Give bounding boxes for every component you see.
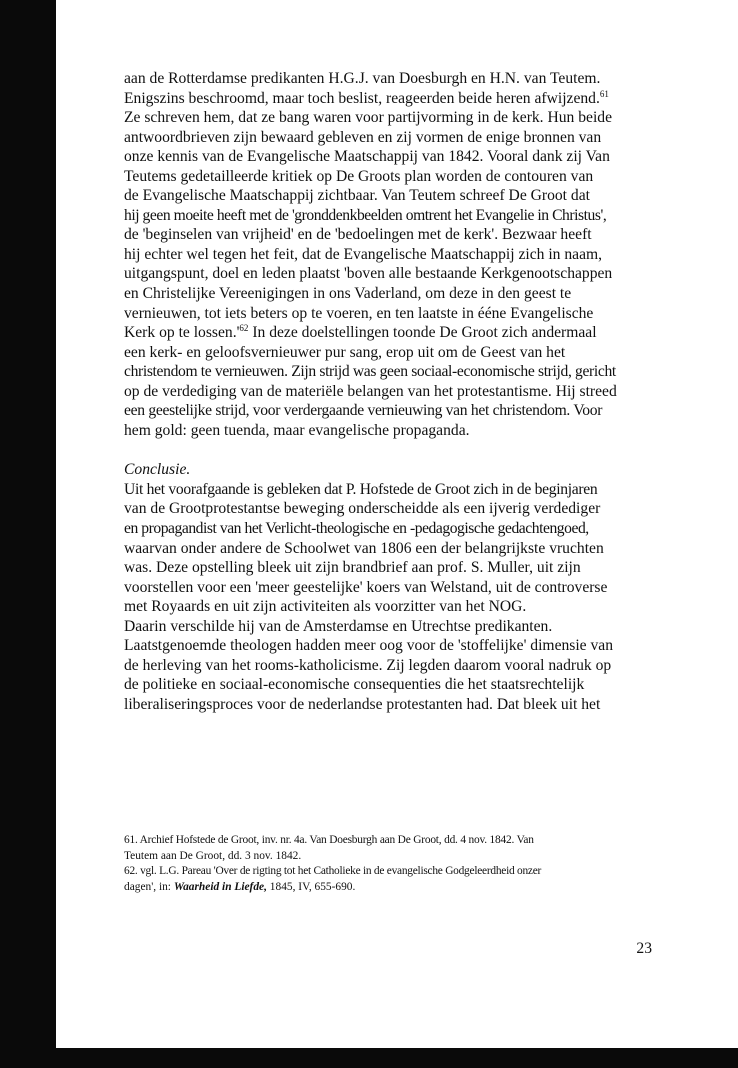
text-line: en propagandist van het Verlicht-theologische en -pedagogische gedachtengoed, [124, 520, 589, 538]
footnote-ref-62[interactable]: 62 [239, 322, 249, 333]
text-line: Teutems gedetailleerde kritiek op De Groots plan worden de contouren van [124, 167, 594, 185]
journal-title: Waarheid in Liefde, [173, 880, 267, 893]
text-line: vernieuwen, tot iets beters op te voeren, en ten laatste in ééne Evangelische [124, 304, 594, 322]
text-line: een kerk- en geloofsvernieuwer pur sang, erop uit om de Geest van het [124, 343, 566, 361]
text-line [124, 89, 648, 109]
text-line-content: Enigszins beschroomd, maar toch beslist, reageerden beide heren afwijzend. [124, 89, 600, 107]
text-line: onze kennis van de Evangelische Maatschappij van 1842. Vooral dank zij Van [124, 148, 610, 166]
footnotes [124, 833, 648, 895]
paragraph-1 [124, 69, 648, 440]
text-line: Ze schreven hem, dat ze bang waren voor partijvorming in de kerk. Hun beide [124, 109, 612, 127]
footnote-62-line [124, 880, 648, 896]
scan-bottom-border [0, 1048, 738, 1068]
text-line: aan de Rotterdamse predikanten H.G.J. van Doesburgh en H.N. van Teutem. [124, 70, 601, 87]
text-line: hem gold: geen tuenda, maar evangelische propaganda. [124, 421, 470, 439]
text-line: was. Deze opstelling bleek uit zijn brandbrief aan prof. S. Muller, uit zijn [124, 559, 581, 577]
section-heading-conclusie: Conclusie. [124, 461, 191, 479]
text-line: Daarin verschilde hij van de Amsterdamse en Utrechtse predikanten. [124, 617, 553, 635]
main-text-block [124, 69, 648, 715]
footnote-61-line: Teutem aan De Groot, dd. 3 nov. 1842. [124, 849, 302, 862]
footnote-62-line: 62. vgl. L.G. Pareau 'Over de rigting tot het Catholieke in de evangelische Godgeleerdheid onzer [124, 865, 542, 877]
text-line: hij echter wel tegen het feit, dat de Evangelische Maatschappij zich in naam, [124, 245, 603, 263]
page-number: 23 [636, 940, 652, 957]
text-line: liberaliseringsproces voor de nederlandse protestanten had. Dat bleek uit het [124, 695, 601, 713]
footnote-ref-61[interactable]: 61 [599, 88, 609, 99]
text-line: de herleving van het rooms-katholicisme. Zij legden daarom vooral nadruk op [124, 656, 612, 674]
text-line: van de Grootprotestantse beweging onderscheidde als een ijverig verdediger [124, 500, 601, 518]
text-line: met Royaards en uit zijn activiteiten als voorzitter van het NOG. [124, 598, 527, 616]
text-line: christendom te vernieuwen. Zijn strijd was geen sociaal-economische strijd, gericht [124, 363, 616, 381]
text-line: uitgangspunt, doel en leden plaatst 'boven alle bestaande Kerkgenootschappen [124, 265, 613, 283]
text-line: waarvan onder andere de Schoolwet van 1806 een der belangrijkste vruchten [124, 539, 604, 557]
text-line: een geestelijke strijd, voor verdergaande vernieuwing van het christendom. Voor [124, 402, 603, 420]
text-line: de 'beginselen van vrijheid' en de 'bedoelingen met de kerk'. Bezwaar heeft [124, 226, 592, 244]
text-line: de Evangelische Maatschappij zichtbaar. Van Teutem schreef De Groot dat [124, 187, 590, 205]
footnote-text: 1845, IV, 655-690. [266, 880, 356, 893]
text-line [124, 323, 648, 343]
text-line-content: In deze doelstellingen toonde De Groot zich andermaal [248, 324, 597, 342]
text-line: voorstellen voor een 'meer geestelijke' koers van Welstand, uit de controverse [124, 578, 608, 596]
text-line: Laatstgenoemde theologen hadden meer oog voor de 'stoffelijke' dimensie van [124, 637, 614, 655]
text-line-content: Kerk op te lossen.' [124, 324, 240, 342]
text-line: Uit het voorafgaande is gebleken dat P. Hofstede de Groot zich in de beginjaren [124, 480, 598, 498]
paragraph-3 [124, 617, 648, 715]
text-line: antwoordbrieven zijn bewaard gebleven en zij vormen de enige bronnen van [124, 128, 602, 146]
text-line: en Christelijke Vereenigingen in ons Vaderland, om deze in den geest te [124, 285, 572, 303]
text-line: hij geen moeite heeft met de 'gronddenkbeelden omtrent het Evangelie in Christus', [124, 206, 607, 224]
footnote-text: dagen', in: [124, 880, 174, 893]
text-line: op de verdediging van de materiële belangen van het protestantisme. Hij streed [124, 382, 617, 400]
scan-left-border [0, 0, 56, 1068]
paragraph-2 [124, 480, 648, 617]
text-line: de politieke en sociaal-economische consequenties die het staatsrechtelijk [124, 676, 585, 694]
footnote-61-line: 61. Archief Hofstede de Groot, inv. nr. 4a. Van Doesburgh aan De Groot, dd. 4 nov. 1842. Van [124, 834, 534, 846]
